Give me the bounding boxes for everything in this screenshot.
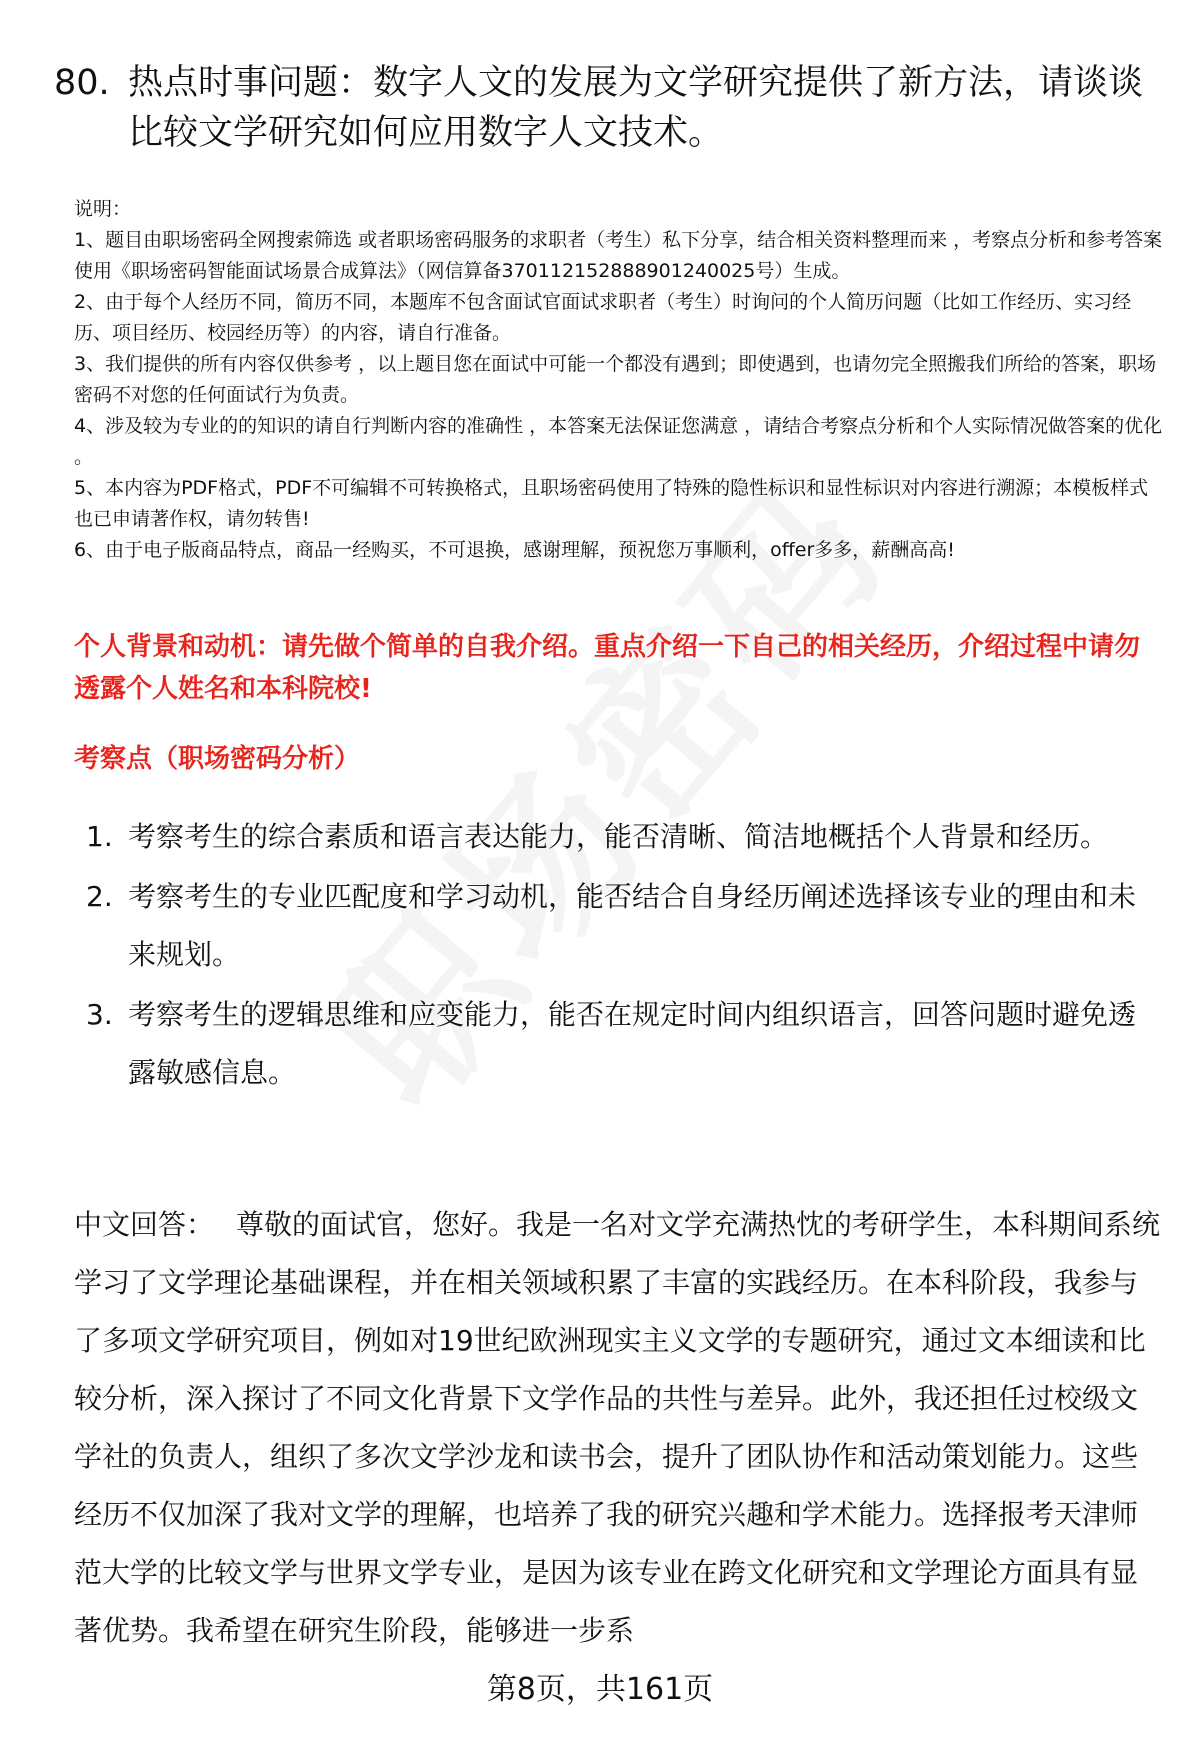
note-item: 6、由于电子版商品特点，商品一经购买，不可退换，感谢理解，预祝您万事顺利，offer多多，薪酬高高! xyxy=(74,539,955,561)
analysis-points xyxy=(74,808,1154,1104)
point-text: 考察考生的综合素质和语言表达能力，能否清晰、简洁地概括个人背景和经历。 xyxy=(128,820,1109,853)
page-footer: 第8页，共161页 xyxy=(486,1672,714,1707)
analysis-point xyxy=(74,808,1154,866)
point-text: 考察考生的专业匹配度和学习动机，能否结合自身经历阐述选择该专业的理由和未来规划。 xyxy=(128,880,1137,971)
point-number: 1. xyxy=(86,820,113,853)
question-title xyxy=(54,58,1144,158)
note-item: 3、我们提供的所有内容仅供参考 ，以上题目您在面试中可能一个都没有遇到；即使遇到，也请勿完全照搬我们所给的答案，职场密码不对您的任何面试行为负责。 xyxy=(74,353,1157,406)
note-item: 5、本内容为PDF格式，PDF不可编辑不可转换格式，且职场密码使用了特殊的隐性标识和显性标识对内容进行溯源；本模板样式也已申请著作权，请勿转售! xyxy=(74,477,1149,530)
point-number: 2. xyxy=(86,880,113,913)
note-item: 4、涉及较为专业的的知识的请自行判断内容的准确性 ，本答案无法保证您满意 ，请结合考察点分析和个人实际情况做答案的优化 。 xyxy=(74,415,1163,468)
point-number: 3. xyxy=(86,998,113,1031)
question-text: 热点时事问题：数字人文的发展为文学研究提供了新方法，请谈谈比较文学研究如何应用数字人文技术。 xyxy=(128,63,1144,153)
answer-label: 中文回答： xyxy=(74,1208,215,1241)
notes-block xyxy=(74,194,1164,566)
answer-paragraph xyxy=(74,1196,1164,1660)
point-text: 考察考生的逻辑思维和应变能力，能否在规定时间内组织语言，回答问题时避免透露敏感信息。 xyxy=(128,998,1137,1089)
note-item: 2、由于每个人经历不同，简历不同，本题库不包含面试官面试求职者（考生）时询问的个人简历问题（比如工作经历、实习经历、项目经历、校园经历等）的内容，请自行准备。 xyxy=(74,291,1132,344)
question-number: 80. xyxy=(54,63,110,103)
section-heading: 个人背景和动机：请先做个简单的自我介绍。重点介绍一下自己的相关经历，介绍过程中请勿透露个人姓名和本科院校! xyxy=(74,632,1141,704)
answer-text: 尊敬的面试官，您好。我是一名对文学充满热忱的考研学生，本科期间系统学习了文学理论基础课程，并在相关领域积累了丰富的实践经历。在本科阶段，我参与了多项文学研究项目，例如对19世纪欧洲现实主义文学的专题研究，通过文本细读和比较分析，深入探讨了不同文化背景下文学作品的共性与差异。此外，我还担任过校级文学社的负责人，组织了多次文学沙龙和读书会，提升了团队协作和活动策划能力。这些经历不仅加深了我对文学的理解，也培养了我的研究兴趣和学术能力。选择报考天津师范大学的比较文学与世界文学专业，是因为该专业在跨文化研究和文学理论方面具有显著优势。我希望在研究生阶段，能够进一步系 xyxy=(74,1208,1161,1647)
analysis-heading: 考察点（职场密码分析） xyxy=(74,744,361,774)
analysis-point xyxy=(74,986,1154,1102)
notes-heading: 说明： xyxy=(74,198,132,220)
analysis-point xyxy=(74,868,1154,984)
note-item: 1、题目由职场密码全网搜索筛选 或者职场密码服务的求职者（考生）私下分享，结合相关资料整理而来 ，考察点分析和参考答案使用《职场密码智能面试场景合成算法》（网信算备370112152888901240025号）生成。 xyxy=(74,229,1163,282)
